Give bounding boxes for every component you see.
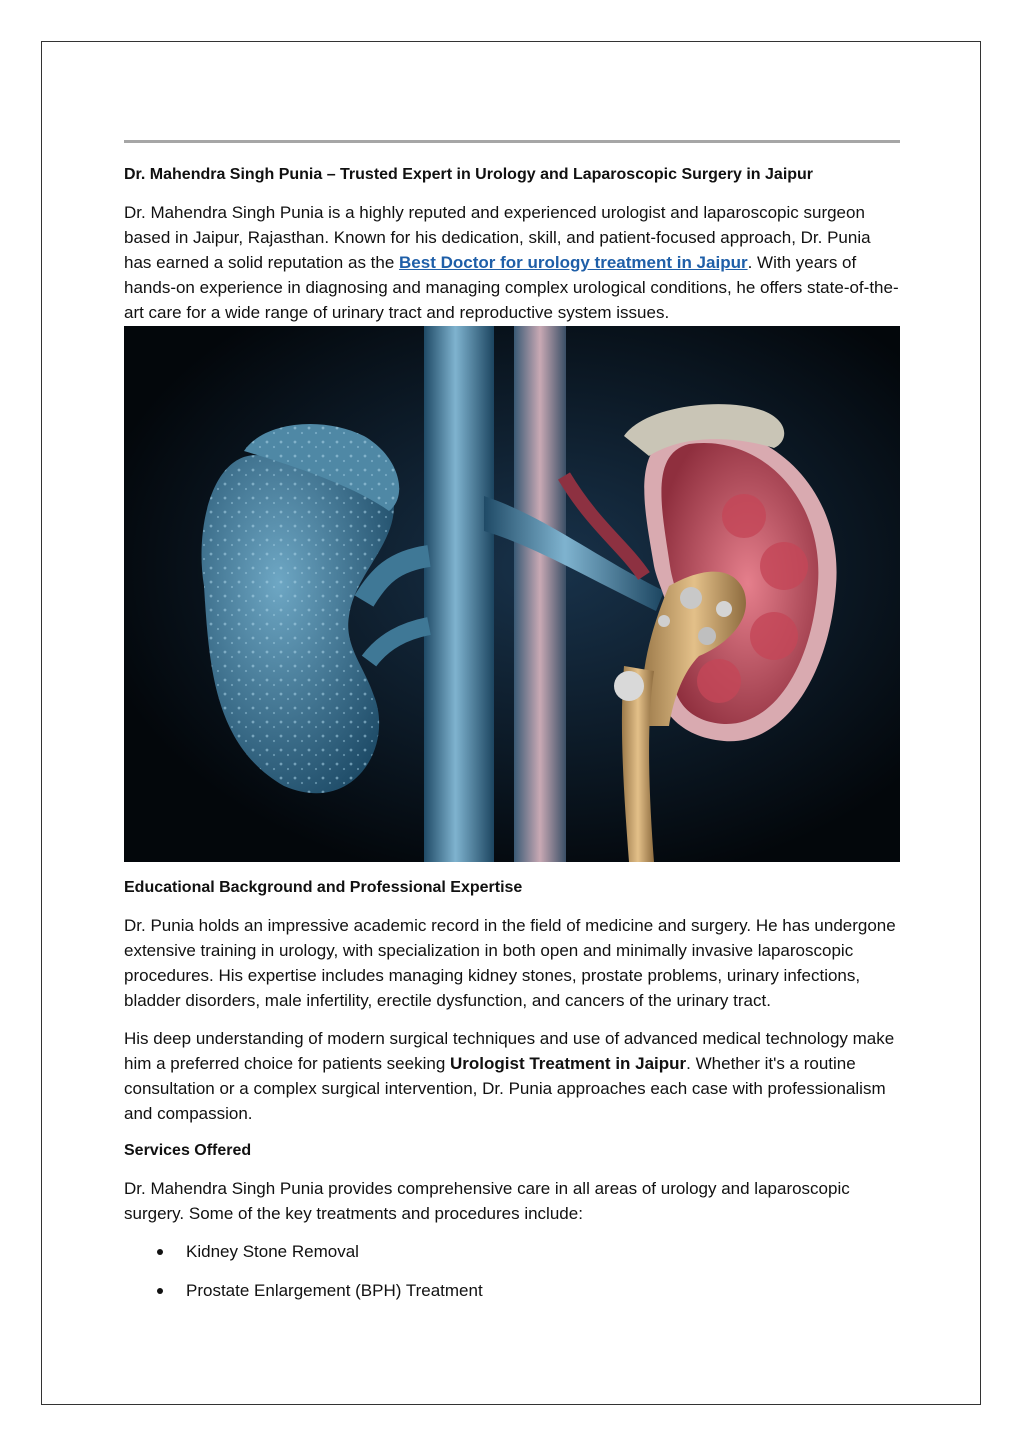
kidney-illustration (124, 326, 900, 862)
article-title: Dr. Mahendra Singh Punia – Trusted Expert in Urology and Laparoscopic Surgery in Jaipur (124, 166, 814, 183)
education-heading: Educational Background and Professional Expertise (124, 879, 523, 896)
list-item: Kidney Stone Removal (124, 1239, 900, 1264)
education-paragraph-1: Dr. Punia holds an impressive academic record in the field of medicine and surgery. He has undergone extensive training in urology, with specialization in both open and minimally invasive laparoscopic procedures. His expertise includes managing kidney stones, prostate problems, urinary infections, bladder disorders, male infertility, erectile dysfunction, and cancers of the urinary tract. (124, 916, 896, 1010)
services-intro: Dr. Mahendra Singh Punia provides comprehensive care in all areas of urology and laparoscopic surgery. Some of the key treatments and procedures include: (124, 1179, 850, 1223)
urologist-treatment-emphasis: Urologist Treatment in Jaipur (450, 1054, 687, 1073)
article (124, 163, 900, 1317)
header-rule (124, 140, 900, 143)
services-list (124, 1239, 900, 1303)
intro-text-end: . With years of hands-on experience in diagnosing and managing complex urological conditions, he offers state-of-the-art care for a wide range of urinary tract and reproductive system issues. (124, 253, 899, 322)
education-text-start: His deep understanding of modern surgical techniques and use of advanced medical technology make him a preferred choice for patients seeking (124, 1029, 895, 1073)
intro-paragraph (124, 200, 900, 325)
list-item: Prostate Enlargement (BPH) Treatment (124, 1278, 900, 1303)
education-text-end: . Whether it's a routine consultation or a complex surgical intervention, Dr. Punia approaches each case with professionalism and compassion. (124, 1054, 886, 1123)
services-heading: Services Offered (124, 1142, 252, 1159)
intro-text-start: Dr. Mahendra Singh Punia is a highly reputed and experienced urologist and laparoscopic surgeon based in Jaipur, Rajasthan. Known for his dedication, skill, and patient-focused approach, Dr. Punia has earned a solid reputation as the (124, 203, 871, 272)
best-doctor-link[interactable]: Best Doctor for urology treatment in Jaipur (399, 253, 748, 272)
education-paragraph-2 (124, 1026, 900, 1126)
